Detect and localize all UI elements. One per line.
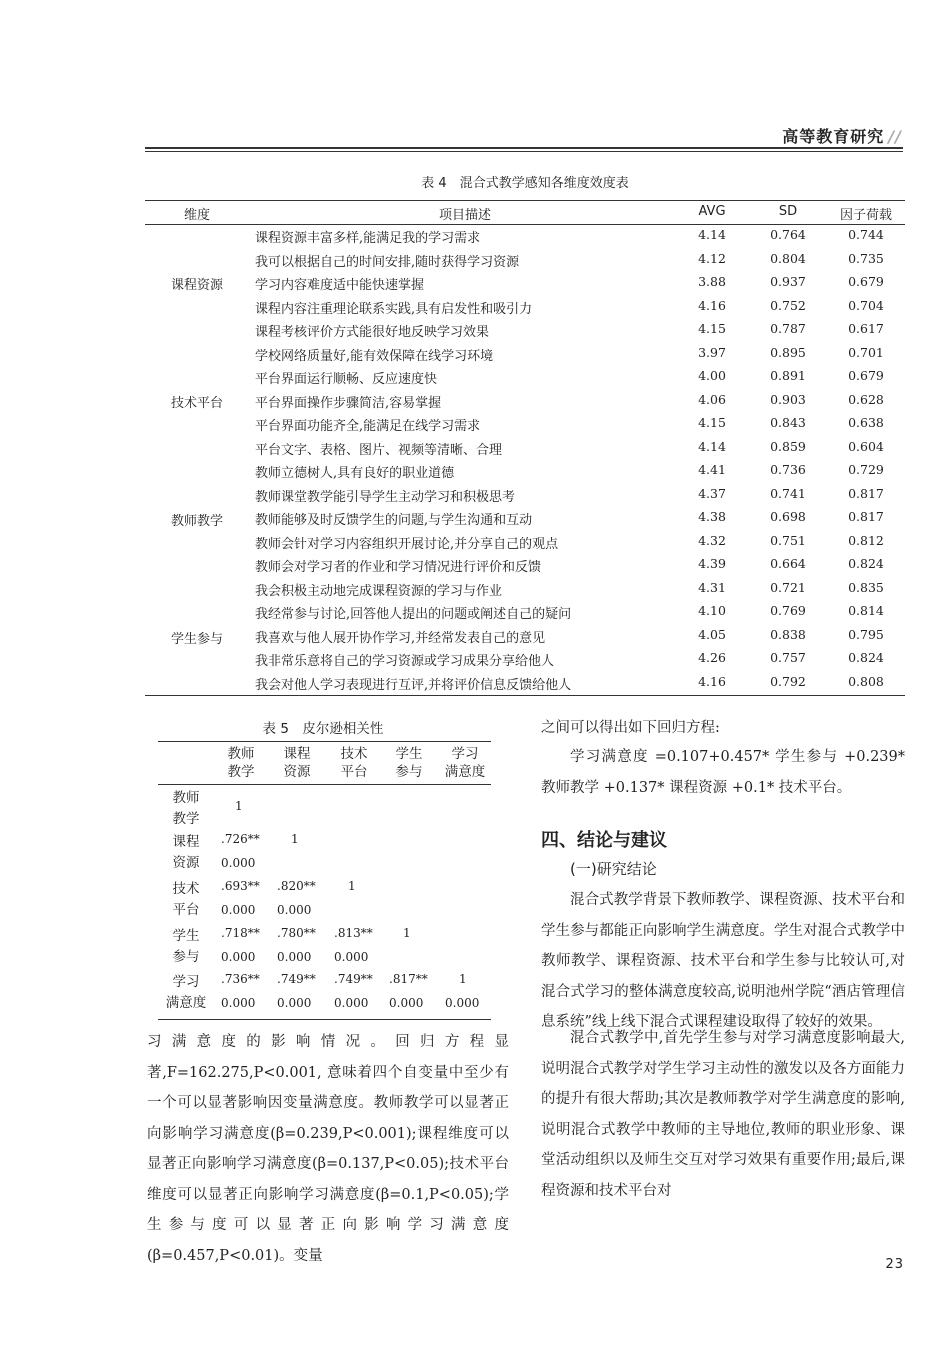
table5-p-value: 0.000: [389, 996, 424, 1010]
table4-cell-desc: 我可以根据自己的时间安排,随时获得学习资源: [255, 254, 520, 270]
table5-p-value: 0.000: [221, 996, 256, 1010]
right-paragraph-conclusion: 混合式教学背景下教师教学、课程资源、技术平台和学生参与都能正向影响学生满意度。学生对混合式教学中教师教学、课程资源、技术平台和学生参与比较认可,对混合式学习的整体满意度较高,说明池州学院“酒店管理信息系统”线上线下混合式课程建设取得了较好的效果。: [541, 892, 905, 1030]
table4-caption: 表 4 混合式教学感知各维度效度表: [421, 176, 629, 191]
table4-cell-fl: 0.795: [848, 626, 884, 642]
table4-cell-avg: 4.37: [698, 485, 726, 501]
table5-caption: 表 5 皮尔逊相关性: [262, 721, 384, 737]
table4-cell-avg: 4.14: [698, 438, 726, 454]
table4-cell-sd: 0.859: [770, 438, 806, 454]
table5-row-label-line: 满意度: [165, 995, 207, 1011]
table4-cell-sd: 0.843: [770, 415, 806, 430]
table5-p-value: 0.000: [277, 996, 312, 1010]
table5-col-header-line: 教学: [227, 764, 255, 780]
table4-cell-desc: 我非常乐意将自己的学习资源或学习成果分享给他人: [255, 654, 555, 669]
table5-corr-value: .749**: [334, 972, 373, 986]
table5-p-value: 0.000: [334, 950, 369, 964]
table5-col-header-line: 学生: [395, 746, 423, 762]
table4-cell-avg: 4.16: [698, 673, 726, 689]
table4-cell-sd: 0.838: [770, 626, 806, 642]
table4-cell-desc: 平台界面运行顺畅、反应速度快: [255, 372, 438, 387]
table4-cell-avg: 4.38: [698, 509, 726, 524]
table4-cell-fl: 0.628: [848, 391, 884, 407]
table4-cell-sd: 0.937: [770, 274, 806, 289]
table5-corr-value: .780**: [277, 926, 316, 940]
table5-row-label-line: 技术: [172, 881, 200, 897]
table4-cell-fl: 0.817: [848, 509, 884, 524]
table4-cell-fl: 0.824: [848, 556, 884, 571]
table5-p-value: 0.000: [221, 950, 256, 964]
table4-group-label: 教师教学: [170, 514, 223, 529]
table4-cell-desc: 我会积极主动地完成课程资源的学习与作业: [255, 583, 503, 599]
journal-name: 高等教育研究: [782, 127, 885, 146]
table5-corr-value: .718**: [221, 926, 260, 940]
right-paragraph-analysis: 混合式教学中,首先学生参与对学习满意度影响最大,说明混合式教学对学生学习主动性的激发以及各方面能力的提升有很大帮助;其次是教师教学对学生满意度的影响, 说明混合式教学中教师的主导地位,教师的职业形象、课堂活动组织以及师生交互对学习效果有重要作用;最后,课程资源和技术平台对: [541, 1030, 905, 1199]
table5-row-label-line: 平台: [172, 902, 200, 918]
table5-corr-value: 1: [235, 799, 243, 813]
table5-row-label-line: 教学: [172, 811, 200, 827]
table5-bottom-rule: [158, 1019, 491, 1020]
table5-row-label-line: 课程: [172, 834, 200, 850]
table5-row-label: [158, 788, 214, 830]
table4-group-label: 学生参与: [170, 632, 223, 647]
table4-cell-sd: 0.769: [770, 603, 806, 618]
table4-cell-avg: 4.10: [698, 603, 726, 618]
table4-cell-avg: 4.05: [698, 626, 726, 642]
table4-cell-fl: 0.604: [848, 438, 884, 454]
table4-cell-avg: 4.06: [698, 391, 726, 407]
table5-col-header: [381, 745, 437, 781]
table4-header-rule: [145, 224, 905, 225]
table5-col-header-line: 参与: [395, 764, 423, 780]
table4-cell-sd: 0.752: [770, 297, 806, 313]
table4-cell-desc: 教师能够及时反馈学生的问题,与学生沟通和互动: [255, 513, 533, 528]
table5-row-label-line: 参与: [172, 949, 200, 965]
table5-p-value: 0.000: [221, 856, 256, 870]
table5-col-header-line: 资源: [283, 764, 311, 780]
regression-equation: 学习满意度 =0.107+0.457* 学生参与 +0.239* 教师教学 +0.137* 课程资源 +0.1* 技术平台。: [541, 749, 905, 796]
table4-cell-sd: 0.895: [770, 344, 806, 360]
table4-header-desc: 项目描述: [438, 208, 491, 223]
table4-cell-avg: 4.41: [698, 462, 726, 477]
table4-cell-avg: 4.14: [698, 227, 726, 242]
table4-cell-fl: 0.808: [848, 673, 884, 689]
table5-top-rule: [158, 741, 491, 742]
table4-cell-desc: 我喜欢与他人展开协作学习,并经常发表自己的意见: [255, 630, 546, 646]
table5-col-header: [326, 745, 382, 781]
table4-cell-avg: 4.00: [698, 368, 726, 383]
table4-cell-avg: 4.12: [698, 250, 726, 266]
section-title: 四、结论与建议: [541, 830, 667, 851]
table4-cell-desc: 平台文字、表格、图片、视频等清晰、合理: [255, 442, 503, 458]
table4-cell-sd: 0.792: [770, 673, 806, 689]
table4-cell-sd: 0.664: [770, 556, 806, 571]
table5-corr-value: 1: [403, 926, 411, 940]
table4-cell-avg: 4.16: [698, 297, 726, 313]
table5-p-value: 0.000: [334, 996, 369, 1010]
table4-header-dim: 维度: [183, 208, 210, 223]
table5-col-header-line: 满意度: [444, 764, 486, 780]
table4-bottom-rule: [145, 695, 905, 696]
table4-cell-avg: 3.97: [698, 344, 726, 360]
table5-corr-value: .726**: [221, 832, 260, 846]
table4-cell-fl: 0.812: [848, 532, 884, 548]
table4-cell-avg: 4.39: [698, 556, 726, 571]
table4-cell-desc: 教师立德树人,具有良好的职业道德: [255, 466, 455, 481]
table4-cell-desc: 学校网络质量好,能有效保障在线学习环境: [255, 348, 494, 364]
table5-row-label: [158, 832, 214, 874]
table4-cell-desc: 平台界面功能齐全,能满足在线学习需求: [255, 419, 481, 434]
table5-row-label-line: 教师: [172, 790, 200, 806]
table4-cell-desc: 课程考核评价方式能很好地反映学习效果: [255, 325, 490, 340]
table4-top-rule: [145, 200, 905, 201]
table5-col-header-line: 学习: [451, 746, 479, 762]
table4-cell-sd: 0.751: [770, 532, 806, 548]
journal-slashes: //: [888, 127, 902, 146]
table5-p-value: 0.000: [221, 903, 256, 917]
table4-cell-fl: 0.735: [848, 250, 884, 266]
table4-header-sd: SD: [778, 204, 798, 219]
table5-col-header-line: 平台: [340, 764, 368, 780]
table4-cell-avg: 3.88: [698, 274, 726, 289]
table4-cell-desc: 我经常参与讨论,回答他人提出的问题或阐述自己的疑问: [255, 607, 572, 622]
table4-cell-sd: 0.903: [770, 391, 806, 407]
table4-cell-fl: 0.679: [848, 274, 884, 289]
table5-row-label-line: 资源: [172, 855, 200, 871]
table4-header-avg: AVG: [698, 204, 726, 219]
table4-cell-fl: 0.638: [848, 415, 884, 430]
table4-cell-fl: 0.814: [848, 603, 884, 618]
table4-cell-desc: 教师课堂教学能引导学生主动学习和积极思考: [255, 489, 516, 505]
table5-header-rule: [158, 784, 491, 785]
table5-corr-value: .820**: [277, 879, 316, 893]
table4-cell-avg: 4.15: [698, 321, 726, 336]
table4-cell-sd: 0.757: [770, 650, 806, 665]
table4-cell-desc: 我会对他人学习表现进行互评,并将评价信息反馈给他人: [255, 677, 572, 693]
table4-cell-fl: 0.824: [848, 650, 884, 665]
table4-cell-avg: 4.31: [698, 579, 726, 595]
table4-cell-sd: 0.698: [770, 509, 806, 524]
table4-cell-sd: 0.804: [770, 250, 806, 266]
right-paragraph-intro: 之间可以得出如下回归方程:: [541, 720, 720, 736]
table4-cell-sd: 0.736: [770, 462, 806, 477]
table5-col-header-line: 课程: [283, 746, 311, 762]
table4-cell-desc: 学习内容难度适中能快速掌握: [255, 278, 425, 293]
table4-cell-fl: 0.835: [848, 579, 884, 595]
table5-corr-value: 1: [459, 972, 467, 986]
table4-cell-fl: 0.744: [848, 227, 884, 242]
table4-cell-avg: 4.32: [698, 532, 726, 548]
table4-cell-fl: 0.817: [848, 485, 884, 501]
table5-p-value: 0.000: [445, 996, 480, 1010]
table4-cell-sd: 0.891: [770, 368, 806, 383]
table5-corr-value: 1: [348, 879, 356, 893]
subsection-title: (一)研究结论: [570, 860, 657, 878]
table4-group-label: 技术平台: [170, 396, 223, 411]
table5-corr-value: .693**: [221, 879, 260, 893]
table4-cell-desc: 课程资源丰富多样,能满足我的学习需求: [255, 231, 481, 246]
table5-corr-value: .736**: [221, 972, 260, 986]
table5-row-label-line: 学生: [172, 928, 200, 944]
table4-cell-sd: 0.741: [770, 485, 806, 501]
table4-cell-fl: 0.617: [848, 321, 884, 336]
table5-corr-value: 1: [291, 832, 299, 846]
table5-corr-value: .749**: [277, 972, 316, 986]
table5-row-label: [158, 926, 214, 968]
table4-cell-sd: 0.787: [770, 321, 806, 336]
table5-p-value: 0.000: [277, 903, 312, 917]
table4-cell-fl: 0.729: [848, 462, 884, 477]
table5-row-label: [158, 972, 214, 1014]
page-number: 23: [885, 1257, 904, 1272]
table4-cell-sd: 0.721: [770, 579, 806, 595]
table5-corr-value: .817**: [389, 972, 428, 986]
table4-cell-avg: 4.15: [698, 415, 726, 430]
table4-cell-fl: 0.704: [848, 297, 884, 313]
journal-title: [782, 124, 902, 147]
table4-cell-desc: 教师会对学习者的作业和学习情况进行评价和反馈: [255, 560, 542, 575]
table5-row-label: [158, 879, 214, 921]
table4-cell-desc: 平台界面操作步骤简洁,容易掌握: [255, 395, 442, 411]
table4-cell-desc: 课程内容注重理论联系实践,具有启发性和吸引力: [255, 301, 533, 317]
left-paragraph: 习满意度的影响情况。回归方程显著,F=162.275,P<0.001, 意味着四个自变量中至少有一个可以显著影响因变量满意度。教师教学可以显著正向影响学习满意度(β=0.239,P<0.001);课程维度可以显著正向影响学习满意度(β=0.137,P<0.05);技术平台维度可以显著正向影响学习满意度(β=0.1,P<0.05);学生参与度可以显著正向影响学习满意度(β=0.457,P<0.01)。变量: [147, 1034, 509, 1264]
table4-cell-desc: 教师会针对学习内容组织开展讨论,并分享自己的观点: [255, 536, 559, 552]
table4-cell-sd: 0.764: [770, 227, 806, 242]
table5-col-header: [269, 745, 325, 781]
table5-col-header: [213, 745, 269, 781]
header-rule-thin: [145, 151, 903, 152]
table4-cell-fl: 0.701: [848, 344, 884, 360]
table4-group-label: 课程资源: [170, 278, 223, 293]
table5-col-header-line: 教师: [227, 746, 255, 762]
table5-col-header-line: 技术: [340, 746, 368, 762]
table5-col-header: [437, 745, 493, 781]
table5-row-label-line: 学习: [172, 974, 200, 990]
table5-corr-value: .813**: [334, 926, 373, 940]
table5-p-value: 0.000: [277, 950, 312, 964]
table4-cell-avg: 4.26: [698, 650, 726, 665]
table4-cell-fl: 0.679: [848, 368, 884, 383]
table4-header-fl: 因子荷载: [839, 208, 892, 223]
header-rule-thick: [145, 147, 903, 149]
